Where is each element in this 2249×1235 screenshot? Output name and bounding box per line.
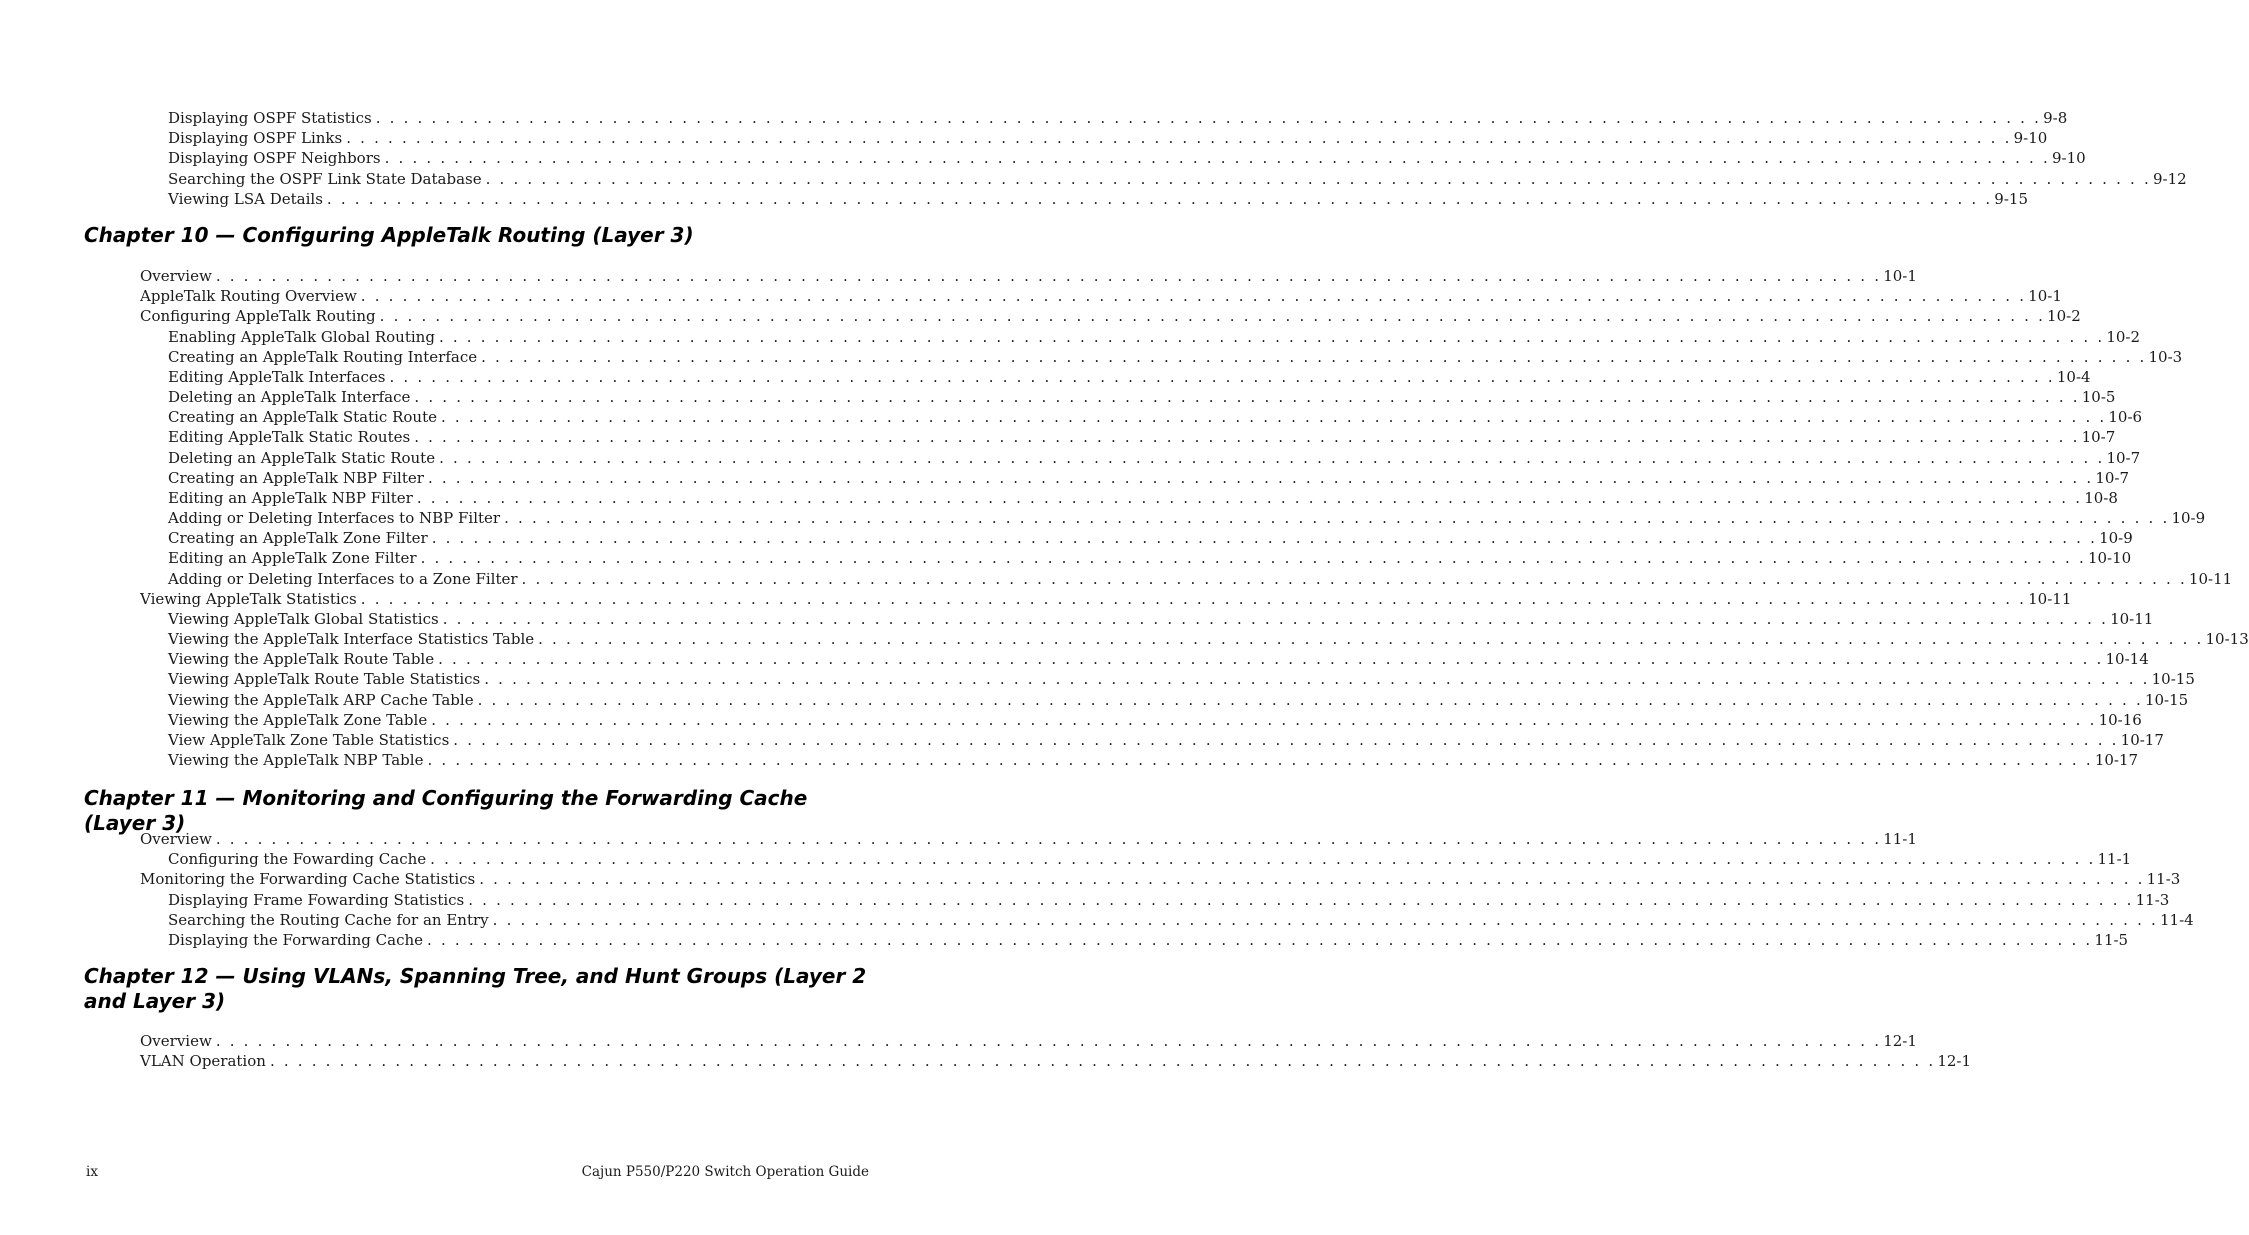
toc-entry: [168, 189, 2028, 209]
dot-leader: . . . . . . . . . . . . . . . . . . . . . . . . . . . . . . . . . . . . . . . . . . . . . . . . . . . . . . . . . . . . . . . . . . . . . . . . . . . . . . . . . . . . . . . . . . . . . . . . . . . . . . . . . . . . . . . . . . . . . . . .: [492, 910, 2159, 929]
toc-entry-page: 11-4: [2160, 910, 2194, 929]
toc-entry-title: Editing an AppleTalk NBP Filter: [168, 488, 413, 507]
dot-leader: . . . . . . . . . . . . . . . . . . . . . . . . . . . . . . . . . . . . . . . . . . . . . . . . . . . . . . . . . . . . . . . . . . . . . . . . . . . . . . . . . . . . . . . . . . . . . . . . . . . . . . . . . . . . . . . . . . . . . . . .: [360, 287, 2027, 306]
toc-entry-title: Viewing the AppleTalk Route Table: [168, 650, 435, 669]
toc-entry-page: 9-10: [2051, 149, 2086, 168]
toc-entry-title: Enabling AppleTalk Global Routing: [168, 327, 435, 346]
toc-entry-page: 10-7: [2106, 448, 2141, 467]
toc-entry: [168, 690, 2189, 710]
toc-entry-title: Displaying OSPF Neighbors: [168, 149, 381, 168]
dot-leader: . . . . . . . . . . . . . . . . . . . . . . . . . . . . . . . . . . . . . . . . . . . . . . . . . . . . . . . . . . . . . . . . . . . . . . . . . . . . . . . . . . . . . . . . . . . . . . . . . . . . . . . . . . . . . . . . . . . . . . . .: [360, 589, 2027, 608]
toc-entry-page: 10-9: [2099, 529, 2133, 548]
dot-leader: . . . . . . . . . . . . . . . . . . . . . . . . . . . . . . . . . . . . . . . . . . . . . . . . . . . . . . . . . . . . . . . . . . . . . . . . . . . . . . . . . . . . . . . . . . . . . . . . . . . . . . . . . . . . . . . . . . . . . . . .: [431, 710, 2097, 729]
toc-entry-page: 10-16: [2098, 710, 2142, 729]
toc-entry-title: Viewing the AppleTalk ARP Cache Table: [168, 690, 474, 709]
toc-entry-page: 10-1: [2028, 287, 2062, 306]
toc-entry: [168, 930, 2129, 950]
toc-entry-page: 10-2: [2106, 327, 2141, 346]
toc-entry-title: Viewing AppleTalk Global Statistics: [168, 609, 439, 628]
dot-leader: . . . . . . . . . . . . . . . . . . . . . . . . . . . . . . . . . . . . . . . . . . . . . . . . . . . . . . . . . . . . . . . . . . . . . . . . . . . . . . . . . . . . . . . . . . . . . . . . . . . . . . . . . . . . . . . . . . . . . . . .: [389, 367, 2055, 386]
dot-leader: . . . . . . . . . . . . . . . . . . . . . . . . . . . . . . . . . . . . . . . . . . . . . . . . . . . . . . . . . . . . . . . . . . . . . . . . . . . . . . . . . . . . . . . . . . . . . . . . . . . . . . . . . . . . . . . . . . . . . . . .: [468, 890, 2134, 909]
toc-entry-page: 12-1: [1937, 1052, 1972, 1071]
dot-leader: . . . . . . . . . . . . . . . . . . . . . . . . . . . . . . . . . . . . . . . . . . . . . . . . . . . . . . . . . . . . . . . . . . . . . . . . . . . . . . . . . . . . . . . . . . . . . . . . . . . . . . . . . . . . . . . . . . . . . . . .: [427, 468, 2094, 487]
toc-entry-page: 11-1: [1883, 830, 1917, 848]
chapter-heading: Chapter 10 — Configuring AppleTalk Routing (Layer 3): [84, 223, 694, 247]
toc-entry-title: Searching the Routing Cache for an Entry: [168, 910, 489, 929]
toc-entry: [168, 569, 2233, 589]
toc-entry-title: Viewing the AppleTalk Interface Statistics Table: [168, 630, 535, 649]
dot-leader: . . . . . . . . . . . . . . . . . . . . . . . . . . . . . . . . . . . . . . . . . . . . . . . . . . . . . . . . . . . . . . . . . . . . . . . . . . . . . . . . . . . . . . . . . . . . . . . . . . . . . . . . . . . . . . . . . . . . . . . .: [269, 1052, 1936, 1071]
toc-entry-title: Viewing LSA Details: [168, 189, 323, 208]
toc-entry-page: 10-11: [2110, 609, 2154, 628]
dot-leader: . . . . . . . . . . . . . . . . . . . . . . . . . . . . . . . . . . . . . . . . . . . . . . . . . . . . . . . . . . . . . . . . . . . . . . . . . . . . . . . . . . . . . . . . . . . . . . . . . . . . . . . . . . . . . . . . . . . . . . . .: [375, 109, 2042, 127]
footer-page-number: ix: [86, 1164, 98, 1180]
toc-entry: [168, 669, 2195, 689]
dot-leader: . . . . . . . . . . . . . . . . . . . . . . . . . . . . . . . . . . . . . . . . . . . . . . . . . . . . . . . . . . . . . . . . . . . . . . . . . . . . . . . . . . . . . . . . . . . . . . . . . . . . . . . . . . . . . . . . . . . . . . . .: [504, 509, 2170, 528]
toc-entry: [168, 730, 2164, 750]
chapter-heading: Chapter 11 — Monitoring and Configuring the Forwarding Cache (Layer 3): [84, 786, 808, 835]
dot-leader: . . . . . . . . . . . . . . . . . . . . . . . . . . . . . . . . . . . . . . . . . . . . . . . . . . . . . . . . . . . . . . . . . . . . . . . . . . . . . . . . . . . . . . . . . . . . . . . . . . . . . . . . . . . . . . . . . . . . . . . .: [538, 630, 2204, 649]
dot-leader: . . . . . . . . . . . . . . . . . . . . . . . . . . . . . . . . . . . . . . . . . . . . . . . . . . . . . . . . . . . . . . . . . . . . . . . . . . . . . . . . . . . . . . . . . . . . . . . . . . . . . . . . . . . . . . . . . . . . . . . .: [453, 730, 2119, 749]
toc-entry-page: 10-6: [2108, 408, 2143, 427]
toc-entry-title: Viewing the AppleTalk NBP Table: [168, 751, 424, 770]
toc-entry-page: 11-3: [2146, 870, 2181, 889]
toc-entry-page: 10-15: [2144, 690, 2189, 709]
toc-entry: [140, 1051, 1972, 1071]
toc-entry: [140, 869, 2181, 889]
toc-entry-page: 12-1: [1883, 1032, 1917, 1050]
toc-entry-page: 10-8: [2084, 488, 2118, 507]
toc-entry: [168, 649, 2149, 669]
toc-entry: [140, 589, 2072, 609]
toc-entry-page: 10-15: [2151, 670, 2195, 689]
chapter-heading: Chapter 12 — Using VLANs, Spanning Tree, and Hunt Groups (Layer 2 and Layer 3): [84, 964, 867, 1013]
dot-leader: . . . . . . . . . . . . . . . . . . . . . . . . . . . . . . . . . . . . . . . . . . . . . . . . . . . . . . . . . . . . . . . . . . . . . . . . . . . . . . . . . . . . . . . . . . . . . . . . . . . . . . . . . . . . . . . . . . . . . . . .: [215, 1032, 1882, 1050]
toc-entry-page: 9-12: [2152, 169, 2187, 188]
toc-entry-title: Deleting an AppleTalk Static Route: [168, 448, 436, 467]
toc-entry-title: Displaying Frame Fowarding Statistics: [168, 890, 465, 909]
toc-entry-title: Viewing AppleTalk Statistics: [140, 589, 357, 608]
toc-entry: [168, 387, 2116, 407]
dot-leader: . . . . . . . . . . . . . . . . . . . . . . . . . . . . . . . . . . . . . . . . . . . . . . . . . . . . . . . . . . . . . . . . . . . . . . . . . . . . . . . . . . . . . . . . . . . . . . . . . . . . . . . . . . . . . . . . . . . . . . . .: [440, 408, 2107, 427]
toc-entry: [168, 609, 2154, 629]
toc-entry-title: Creating an AppleTalk Routing Interface: [168, 347, 478, 366]
toc-entry-page: 10-2: [2047, 307, 2081, 326]
dot-leader: . . . . . . . . . . . . . . . . . . . . . . . . . . . . . . . . . . . . . . . . . . . . . . . . . . . . . . . . . . . . . . . . . . . . . . . . . . . . . . . . . . . . . . . . . . . . . . . . . . . . . . . . . . . . . . . . . . . . . . . .: [438, 650, 2104, 669]
toc-entry: [168, 407, 2143, 427]
toc-entry-page: 10-7: [2081, 428, 2116, 447]
dot-leader: . . . . . . . . . . . . . . . . . . . . . . . . . . . . . . . . . . . . . . . . . . . . . . . . . . . . . . . . . . . . . . . . . . . . . . . . . . . . . . . . . . . . . . . . . . . . . . . . . . . . . . . . . . . . . . . . . . . . . . . .: [326, 189, 1993, 208]
toc-entry-title: Adding or Deleting Interfaces to NBP Filter: [168, 509, 501, 528]
dot-leader: . . . . . . . . . . . . . . . . . . . . . . . . . . . . . . . . . . . . . . . . . . . . . . . . . . . . . . . . . . . . . . . . . . . . . . . . . . . . . . . . . . . . . . . . . . . . . . . . . . . . . . . . . . . . . . . . . . . . . . . .: [215, 267, 1882, 285]
dot-leader: . . . . . . . . . . . . . . . . . . . . . . . . . . . . . . . . . . . . . . . . . . . . . . . . . . . . . . . . . . . . . . . . . . . . . . . . . . . . . . . . . . . . . . . . . . . . . . . . . . . . . . . . . . . . . . . . . . . . . . . .: [346, 129, 2012, 148]
toc-entry: [140, 306, 2081, 326]
toc-entry-page: 10-17: [2120, 730, 2164, 749]
dot-leader: . . . . . . . . . . . . . . . . . . . . . . . . . . . . . . . . . . . . . . . . . . . . . . . . . . . . . . . . . . . . . . . . . . . . . . . . . . . . . . . . . . . . . . . . . . . . . . . . . . . . . . . . . . . . . . . . . . . . . . . .: [430, 850, 2096, 869]
toc-entry: [168, 448, 2141, 468]
toc-entry-title: Monitoring the Forwarding Cache Statistics: [140, 870, 476, 889]
toc-entry: [168, 629, 2249, 649]
dot-leader: . . . . . . . . . . . . . . . . . . . . . . . . . . . . . . . . . . . . . . . . . . . . . . . . . . . . . . . . . . . . . . . . . . . . . . . . . . . . . . . . . . . . . . . . . . . . . . . . . . . . . . . . . . . . . . . . . . . . . . . .: [481, 347, 2147, 366]
toc-entry-title: Viewing AppleTalk Route Table Statistics: [168, 670, 481, 689]
toc-entry-title: Editing AppleTalk Interfaces: [168, 367, 386, 386]
toc-entry: [140, 1031, 1917, 1051]
toc-entry: [168, 347, 2183, 367]
dot-leader: . . . . . . . . . . . . . . . . . . . . . . . . . . . . . . . . . . . . . . . . . . . . . . . . . . . . . . . . . . . . . . . . . . . . . . . . . . . . . . . . . . . . . . . . . . . . . . . . . . . . . . . . . . . . . . . . . . . . . . . .: [439, 448, 2105, 467]
toc-entry-title: Creating an AppleTalk NBP Filter: [168, 468, 424, 487]
toc-entry-title: Configuring AppleTalk Routing: [140, 307, 376, 326]
toc-entry: [168, 910, 2194, 930]
toc-entry-title: Editing AppleTalk Static Routes: [168, 428, 411, 447]
toc-entry: [168, 890, 2170, 910]
toc-entry-page: 9-15: [1994, 189, 2028, 208]
toc-entry: [140, 286, 2062, 306]
toc-entry-page: 10-11: [2028, 589, 2072, 608]
toc-entry: [168, 750, 2139, 770]
dot-leader: . . . . . . . . . . . . . . . . . . . . . . . . . . . . . . . . . . . . . . . . . . . . . . . . . . . . . . . . . . . . . . . . . . . . . . . . . . . . . . . . . . . . . . . . . . . . . . . . . . . . . . . . . . . . . . . . . . . . . . . .: [485, 169, 2151, 188]
toc-entry-page: 11-3: [2135, 890, 2170, 909]
toc-entry-title: View AppleTalk Zone Table Statistics: [168, 730, 450, 749]
toc-entry-title: Editing an AppleTalk Zone Filter: [168, 549, 417, 568]
toc-entry: [168, 327, 2141, 347]
toc-entry: [168, 108, 2068, 128]
toc-entry-title: Displaying OSPF Links: [168, 129, 343, 148]
toc-entry-page: 10-10: [2087, 549, 2132, 568]
dot-leader: . . . . . . . . . . . . . . . . . . . . . . . . . . . . . . . . . . . . . . . . . . . . . . . . . . . . . . . . . . . . . . . . . . . . . . . . . . . . . . . . . . . . . . . . . . . . . . . . . . . . . . . . . . . . . . . . . . . . . . . .: [427, 930, 2093, 949]
toc-entry: [168, 128, 2048, 148]
toc-entry-title: Deleting an AppleTalk Interface: [168, 388, 411, 407]
toc-entry-page: 10-5: [2081, 388, 2116, 407]
toc-entry-title: Adding or Deleting Interfaces to a Zone Filter: [168, 569, 518, 588]
toc-entry: [168, 367, 2091, 387]
toc-entry-page: 9-8: [2043, 109, 2068, 127]
toc-entry: [168, 468, 2130, 488]
toc-entry: [168, 710, 2142, 730]
dot-leader: . . . . . . . . . . . . . . . . . . . . . . . . . . . . . . . . . . . . . . . . . . . . . . . . . . . . . . . . . . . . . . . . . . . . . . . . . . . . . . . . . . . . . . . . . . . . . . . . . . . . . . . . . . . . . . . . . . . . . . . .: [416, 488, 2083, 507]
toc-entry-title: Displaying OSPF Statistics: [168, 109, 372, 127]
toc-entry-title: Configuring the Fowarding Cache: [168, 850, 427, 869]
toc-entry: [168, 169, 2187, 189]
dot-leader: . . . . . . . . . . . . . . . . . . . . . . . . . . . . . . . . . . . . . . . . . . . . . . . . . . . . . . . . . . . . . . . . . . . . . . . . . . . . . . . . . . . . . . . . . . . . . . . . . . . . . . . . . . . . . . . . . . . . . . . .: [215, 830, 1882, 848]
dot-leader: . . . . . . . . . . . . . . . . . . . . . . . . . . . . . . . . . . . . . . . . . . . . . . . . . . . . . . . . . . . . . . . . . . . . . . . . . . . . . . . . . . . . . . . . . . . . . . . . . . . . . . . . . . . . . . . . . . . . . . . .: [431, 529, 2098, 548]
toc-entry: [168, 528, 2133, 548]
toc-entry-page: 10-4: [2056, 367, 2091, 386]
dot-leader: . . . . . . . . . . . . . . . . . . . . . . . . . . . . . . . . . . . . . . . . . . . . . . . . . . . . . . . . . . . . . . . . . . . . . . . . . . . . . . . . . . . . . . . . . . . . . . . . . . . . . . . . . . . . . . . . . . . . . . . .: [427, 751, 2093, 770]
dot-leader: . . . . . . . . . . . . . . . . . . . . . . . . . . . . . . . . . . . . . . . . . . . . . . . . . . . . . . . . . . . . . . . . . . . . . . . . . . . . . . . . . . . . . . . . . . . . . . . . . . . . . . . . . . . . . . . . . . . . . . . .: [442, 609, 2109, 628]
toc-entry: [168, 488, 2118, 508]
toc-entry-title: AppleTalk Routing Overview: [140, 287, 357, 306]
dot-leader: . . . . . . . . . . . . . . . . . . . . . . . . . . . . . . . . . . . . . . . . . . . . . . . . . . . . . . . . . . . . . . . . . . . . . . . . . . . . . . . . . . . . . . . . . . . . . . . . . . . . . . . . . . . . . . . . . . . . . . . .: [414, 388, 2080, 407]
dot-leader: . . . . . . . . . . . . . . . . . . . . . . . . . . . . . . . . . . . . . . . . . . . . . . . . . . . . . . . . . . . . . . . . . . . . . . . . . . . . . . . . . . . . . . . . . . . . . . . . . . . . . . . . . . . . . . . . . . . . . . . .: [521, 569, 2187, 588]
toc-entry: [140, 266, 1917, 286]
toc-entry-title: Overview: [140, 267, 212, 285]
toc-entry: [168, 849, 2132, 869]
toc-entry: [140, 829, 1917, 849]
toc-entry-page: 9-10: [2013, 129, 2048, 148]
dot-leader: . . . . . . . . . . . . . . . . . . . . . . . . . . . . . . . . . . . . . . . . . . . . . . . . . . . . . . . . . . . . . . . . . . . . . . . . . . . . . . . . . . . . . . . . . . . . . . . . . . . . . . . . . . . . . . . . . . . . . . . .: [477, 690, 2143, 709]
toc-entry-title: Creating an AppleTalk Static Route: [168, 408, 437, 427]
toc-entry-title: VLAN Operation: [140, 1052, 266, 1071]
toc-entry-title: Creating an AppleTalk Zone Filter: [168, 529, 428, 548]
toc-entry: [168, 508, 2206, 528]
toc-entry: [168, 427, 2116, 447]
toc-entry-page: 11-5: [2094, 930, 2129, 949]
toc-entry-title: Viewing the AppleTalk Zone Table: [168, 710, 428, 729]
toc-entry-page: 10-14: [2105, 650, 2149, 669]
toc-entry-title: Searching the OSPF Link State Database: [168, 169, 482, 188]
toc-entry-page: 10-7: [2095, 468, 2130, 487]
dot-leader: . . . . . . . . . . . . . . . . . . . . . . . . . . . . . . . . . . . . . . . . . . . . . . . . . . . . . . . . . . . . . . . . . . . . . . . . . . . . . . . . . . . . . . . . . . . . . . . . . . . . . . . . . . . . . . . . . . . . . . . .: [479, 870, 2145, 889]
toc-entry-page: 10-17: [2094, 751, 2139, 770]
toc-entry-page: 10-11: [2188, 569, 2233, 588]
toc-entry-page: 10-1: [1883, 267, 1917, 285]
toc-entry-page: 11-1: [2097, 850, 2132, 869]
footer-book-title: Cajun P550/P220 Switch Operation Guide: [581, 1164, 869, 1180]
dot-leader: . . . . . . . . . . . . . . . . . . . . . . . . . . . . . . . . . . . . . . . . . . . . . . . . . . . . . . . . . . . . . . . . . . . . . . . . . . . . . . . . . . . . . . . . . . . . . . . . . . . . . . . . . . . . . . . . . . . . . . . .: [438, 327, 2105, 346]
toc-entry: [168, 148, 2086, 168]
dot-leader: . . . . . . . . . . . . . . . . . . . . . . . . . . . . . . . . . . . . . . . . . . . . . . . . . . . . . . . . . . . . . . . . . . . . . . . . . . . . . . . . . . . . . . . . . . . . . . . . . . . . . . . . . . . . . . . . . . . . . . . .: [484, 670, 2150, 689]
dot-leader: . . . . . . . . . . . . . . . . . . . . . . . . . . . . . . . . . . . . . . . . . . . . . . . . . . . . . . . . . . . . . . . . . . . . . . . . . . . . . . . . . . . . . . . . . . . . . . . . . . . . . . . . . . . . . . . . . . . . . . . .: [414, 428, 2080, 447]
toc-entry-title: Overview: [140, 830, 212, 848]
dot-leader: . . . . . . . . . . . . . . . . . . . . . . . . . . . . . . . . . . . . . . . . . . . . . . . . . . . . . . . . . . . . . . . . . . . . . . . . . . . . . . . . . . . . . . . . . . . . . . . . . . . . . . . . . . . . . . . . . . . . . . . .: [384, 149, 2050, 168]
toc-entry-title: Overview: [140, 1032, 212, 1050]
dot-leader: . . . . . . . . . . . . . . . . . . . . . . . . . . . . . . . . . . . . . . . . . . . . . . . . . . . . . . . . . . . . . . . . . . . . . . . . . . . . . . . . . . . . . . . . . . . . . . . . . . . . . . . . . . . . . . . . . . . . . . . .: [379, 307, 2046, 326]
toc-entry-title: Displaying the Forwarding Cache: [168, 930, 424, 949]
toc-entry: [168, 548, 2132, 568]
toc-entry-page: 10-13: [2205, 630, 2249, 649]
toc-entry-page: 10-3: [2148, 347, 2183, 366]
dot-leader: . . . . . . . . . . . . . . . . . . . . . . . . . . . . . . . . . . . . . . . . . . . . . . . . . . . . . . . . . . . . . . . . . . . . . . . . . . . . . . . . . . . . . . . . . . . . . . . . . . . . . . . . . . . . . . . . . . . . . . . .: [420, 549, 2086, 568]
toc-entry-page: 10-9: [2171, 509, 2206, 528]
